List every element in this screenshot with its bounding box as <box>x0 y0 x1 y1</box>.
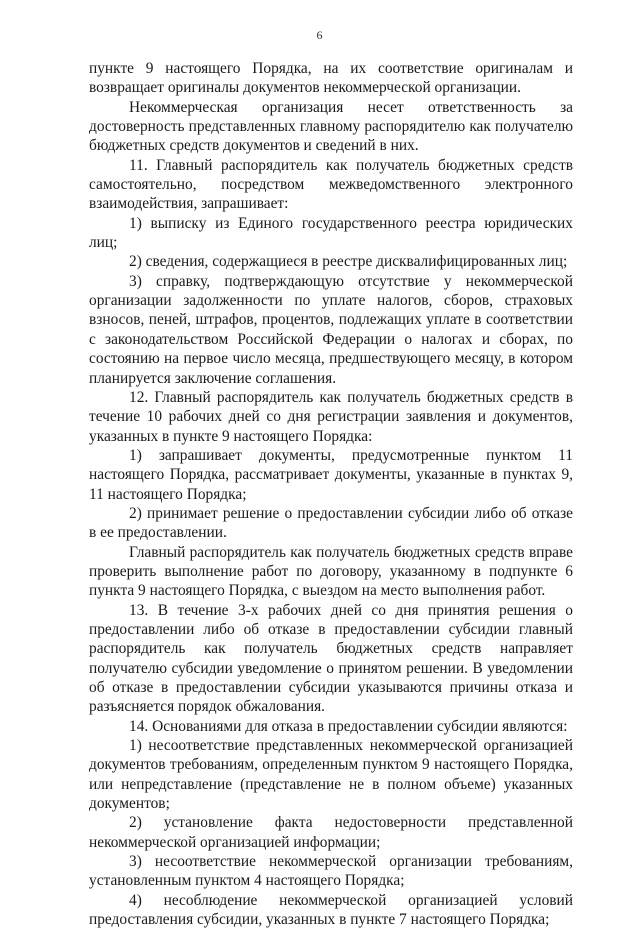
paragraph: 1) выписку из Единого государственного реестра юридических лиц; <box>89 214 573 252</box>
paragraph: пункте 9 настоящего Порядка, на их соответствие оригиналам и возвращает оригиналы документов некоммерческой организации. <box>89 60 573 97</box>
paragraph: 2) принимает решение о предоставлении субсидии либо об отказе в ее предоставлении. <box>89 504 573 542</box>
paragraph: 4) несоблюдение некоммерческой организацией условий предоставления субсидии, указанных в пункте 7 настоящего Порядка; <box>89 891 573 929</box>
paragraph: 3) несоответствие некоммерческой организации требованиям, установленным пунктом 4 настоящего Порядка; <box>89 853 573 890</box>
paragraph: 2) сведения, содержащиеся в реестре дисквалифицированных лиц; <box>129 253 568 271</box>
paragraph: 14. Основаниями для отказа в предоставлении субсидии являются: <box>129 717 568 735</box>
paragraph: Главный распорядитель как получатель бюджетных средств вправе проверить выполнение работ по договору, указанному в подпункте 6 пункта 9 настоящего Порядка, с выездом на место выполнения работ. <box>89 543 573 600</box>
paragraph: 13. В течение 3-х рабочих дней со дня принятия решения о предоставлении либо об отказе в предоставлении субсидии главный распорядитель как получатель бюджетных средств направляет получателю субсидии уведомление о принятом решении. В уведомлении об отказе в предоставлении субсидии указываются причины отказа и разъясняется порядок обжалования. <box>89 601 573 716</box>
paragraph: 1) запрашивает документы, предусмотренные пунктом 11 настоящего Порядка, рассматривает документы, указанные в пунктах 9, 11 настоящего Порядка; <box>89 446 573 503</box>
paragraph: 3) справку, подтверждающую отсутствие у некоммерческой организации задолженности по уплате налогов, сборов, страховых взносов, пеней, штрафов, процентов, подлежащих уплате в соответствии с законодательством Российской Федерации о налогах и сборах, по состоянию на первое число месяца, предшествующего месяцу, в котором планируется заключение соглашения. <box>89 272 573 387</box>
page-number: 6 <box>316 28 323 42</box>
paragraph: 11. Главный распорядитель как получатель бюджетных средств самостоятельно, посредством межведомственного электронного взаимодействия, запрашивает: <box>89 156 573 213</box>
paragraph: 1) несоответствие представленных некоммерческой организацией документов требованиям, определенным пунктом 9 настоящего Порядка, или непредставление (представление не в полном объеме) указанных документов; <box>89 737 573 813</box>
paragraph: Некоммерческая организация несет ответственность за достоверность представленных главному распорядителю как получателю бюджетных средств документов и сведений в них. <box>89 98 573 155</box>
paragraph: 12. Главный распорядитель как получатель бюджетных средств в течение 10 рабочих дней со дня регистрации заявления и документов, указанных в пункте 9 настоящего Порядка: <box>89 388 573 445</box>
paragraph: 2) установление факта недостоверности представленной некоммерческой организацией информации; <box>89 814 573 851</box>
document-body <box>89 59 573 929</box>
